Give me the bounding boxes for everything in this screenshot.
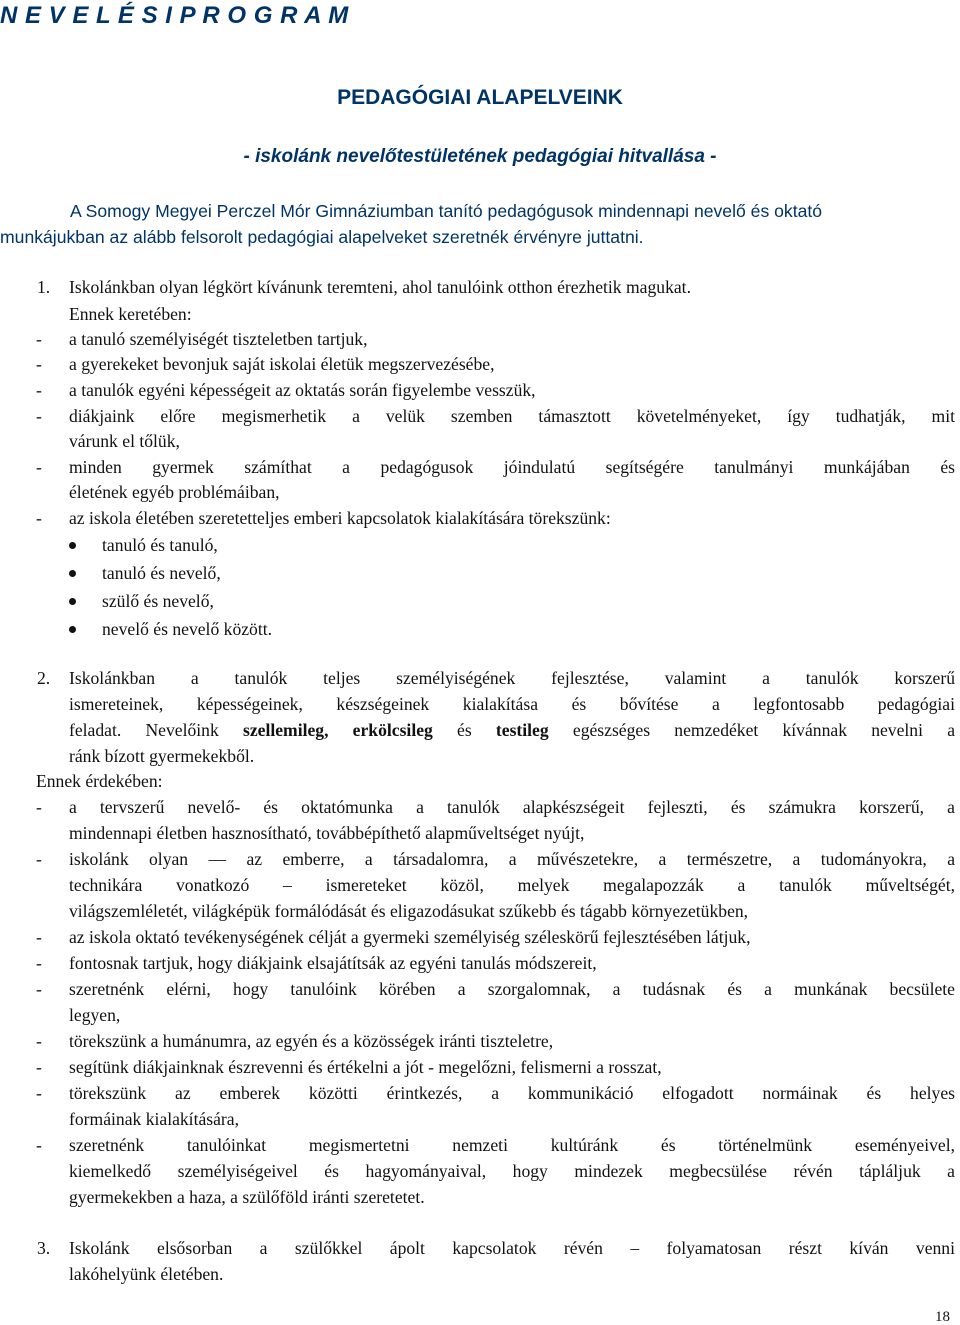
list-item: törekszünk a humánumra, az egyén és a közösségek iránti tiszteletre,: [69, 1031, 554, 1051]
bold-text: szellemileg, erkölcsileg: [242, 720, 433, 740]
section-2-line: Iskolánkban a tanulók teljes személyiségének fejlesztése, valamint a tanulók korszerű: [69, 668, 955, 688]
list-item-continued: technikára vonatkozó – ismereteket közöl, melyek megalapozzák a tanulók műveltségét,: [69, 875, 955, 895]
section-2-lead: Ennek érdekében:: [36, 771, 163, 791]
list-item: fontosnak tartjuk, hogy diákjaink elsajátítsák az egyéni tanulás módszereit,: [69, 953, 597, 973]
section-3-line: Iskolánk elsősorban a szülőkkel ápolt kapcsolatok révén – folyamatosan részt kíván venni: [69, 1238, 955, 1258]
list-item-continued: formáinak kialakítására,: [69, 1109, 239, 1129]
list-item: a gyerekeket bevonjuk saját iskolai életük megszervezésébe,: [69, 354, 495, 374]
list-item: a tanulók egyéni képességeit az oktatás során figyelembe vesszük,: [69, 380, 536, 400]
list-item-continued: gyermekekben a haza, a szülőföld iránti szeretetet.: [69, 1187, 425, 1207]
list-item: az iskola oktató tevékenységének célját a gyermeki személyiség széleskörű fejlesztésében látjuk,: [69, 927, 751, 947]
section-2-line: ismereteinek, képességeinek, készségeinek kialakítása és bővítése a legfontosabb pedagógiai: [69, 694, 955, 714]
dash-marker: -: [36, 1057, 42, 1077]
dash-marker: -: [36, 953, 42, 973]
list-item: szeretnénk elérni, hogy tanulóink körében a szorgalomnak, a tudásnak és a munkának becsülete: [69, 979, 955, 999]
dash-marker: -: [36, 927, 42, 947]
bullet-item: tanuló és nevelő,: [102, 563, 221, 583]
bullet-icon: [69, 542, 76, 549]
text-span: és: [432, 720, 496, 740]
list-item: szeretnénk tanulóinkat megismertetni nemzeti kultúránk és történelmünk eseményeivel,: [69, 1135, 955, 1155]
intro-line-1: A Somogy Megyei Perczel Mór Gimnáziumban tanító pedagógusok mindennapi nevelő és oktató: [70, 201, 823, 221]
list-item-continued: mindennapi életben hasznosítható, továbbépíthető alapműveltséget nyújt,: [69, 823, 585, 843]
list-item-continued: kiemelkedő személyiségeivel és hagyományaival, hogy mindezek megbecsülése révén tápláljuk a: [69, 1161, 955, 1181]
dash-marker: -: [36, 354, 42, 374]
section-3-number: 3.: [37, 1238, 51, 1258]
dash-marker: -: [36, 979, 42, 999]
bullet-item: nevelő és nevelő között.: [102, 619, 273, 639]
section-1-title: Iskolánkban olyan légkört kívánunk teremteni, ahol tanulóink otthon érezhetik magukat.: [69, 277, 691, 297]
bullet-item: szülő és nevelő,: [102, 591, 214, 611]
dash-marker: -: [36, 1135, 42, 1155]
list-item: segítünk diákjainknak észrevenni és értékelni a jót - megelőzni, felismerni a rosszat,: [69, 1057, 662, 1077]
dash-marker: -: [36, 508, 42, 528]
list-item-continued: várunk el tőlük,: [69, 431, 180, 451]
section-3-line: lakóhelyünk életében.: [69, 1264, 224, 1284]
list-item: a tanuló személyiségét tiszteletben tartjuk,: [69, 329, 368, 349]
dash-marker: -: [36, 380, 42, 400]
dash-marker: -: [36, 1083, 42, 1103]
section-1-number: 1.: [37, 277, 51, 297]
list-item: diákjaink előre megismerhetik a velük szemben támasztott követelményeket, így tudhatják, mit: [69, 406, 955, 426]
bold-text: testileg: [495, 720, 549, 740]
intro-line-2: munkájukban az alább felsorolt pedagógiai alapelveket szeretnék érvényre juttatni.: [0, 227, 644, 247]
bullet-item: tanuló és tanuló,: [102, 535, 218, 555]
list-item: az iskola életében szeretetteljes emberi kapcsolatok kialakítására törekszünk:: [69, 508, 611, 528]
bullet-icon: [69, 570, 76, 577]
list-item-continued: legyen,: [69, 1005, 121, 1025]
dash-marker: -: [36, 457, 42, 477]
list-item: törekszünk az emberek közötti érintkezés, a kommunikáció elfogadott normáinak és helyes: [69, 1083, 955, 1103]
section-2-line-emphasis: [69, 718, 955, 742]
section-subtitle: - iskolánk nevelőtestületének pedagógiai hitvallása -: [243, 146, 717, 167]
bullet-icon: [69, 598, 76, 605]
page-number: 18: [935, 1309, 950, 1325]
list-item: minden gyermek számíthat a pedagógusok jóindulatú segítségére tanulmányi munkájában és: [69, 457, 955, 477]
document-title: N E V E L É S I P R O G R A M: [0, 2, 349, 29]
text-span: feladat. Nevelőink: [69, 720, 243, 740]
dash-marker: -: [36, 797, 42, 817]
dash-marker: -: [36, 329, 42, 349]
dash-marker: -: [36, 1031, 42, 1051]
list-item-continued: életének egyéb problémáiban,: [69, 482, 280, 502]
section-2-number: 2.: [37, 668, 51, 688]
list-item: a tervszerű nevelő- és oktatómunka a tanulók alapkészségeit fejleszti, és számukra korszerű, a: [69, 797, 955, 817]
section-2-line: ránk bízott gyermekekből.: [69, 746, 255, 766]
section-heading: PEDAGÓGIAI ALAPELVEINK: [337, 86, 623, 109]
bullet-icon: [69, 626, 76, 633]
list-item-continued: világszemléletét, világképük formálódását és eligazodásukat szűkebb és tágabb környezetükben,: [69, 901, 749, 921]
list-item: iskolánk olyan — az emberre, a társadalomra, a művészetekre, a természetre, a tudományokra, a: [69, 849, 955, 869]
text-span: egészséges nemzedéket kívánnak nevelni a: [548, 720, 956, 740]
dash-marker: -: [36, 849, 42, 869]
section-1-lead: Ennek keretében:: [69, 304, 192, 324]
dash-marker: -: [36, 406, 42, 426]
